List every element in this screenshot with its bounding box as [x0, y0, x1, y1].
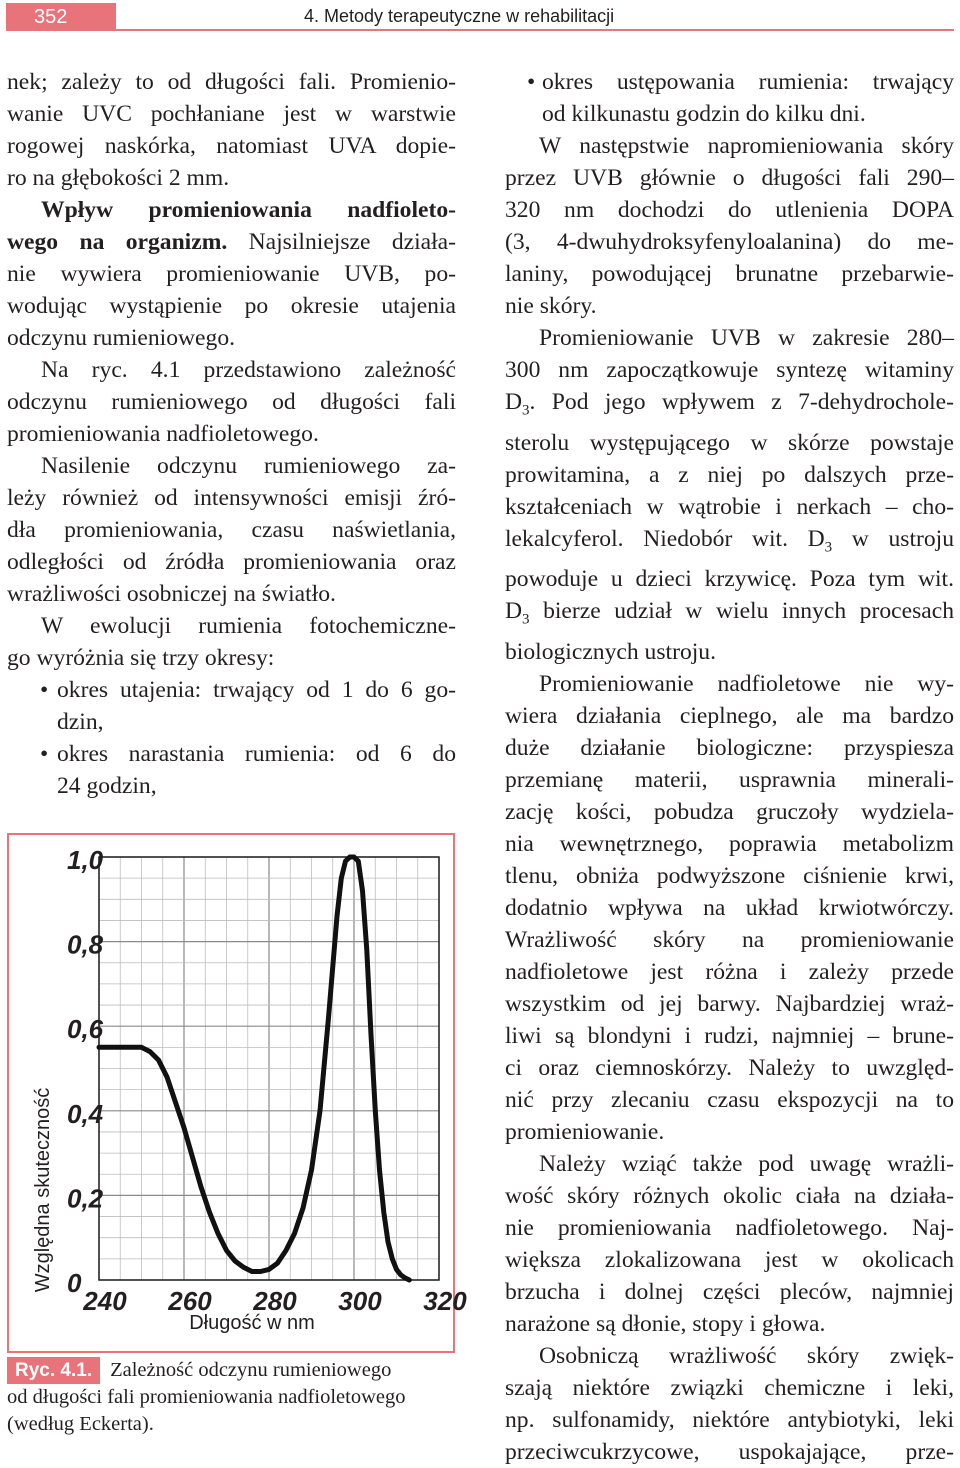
erythema-chart [9, 835, 467, 1351]
text-line: wość skóry różnych okolic ciała na działa- [505, 1183, 954, 1210]
caption-label: Ryc. 4.1. [7, 1357, 100, 1384]
text-line: przemianę materii, usprawnia minerali- [505, 767, 954, 794]
paragraph [505, 130, 954, 322]
text-line: go wyróżnia się trzy okresy: [7, 645, 275, 671]
text-line: Na ryc. 4.1 przedstawiono zależność [41, 357, 456, 383]
text-line: wanie UVC pochłaniane jest w warstwie [7, 101, 456, 127]
text-line: większa zlokalizowana jest w okolicach [505, 1247, 954, 1274]
x-tick-label: 320 [423, 1286, 467, 1316]
text-line: laniny, powodującej brunatne przebarwie- [505, 261, 954, 287]
text-line: odległości od źródła promieniowania oraz [7, 549, 456, 575]
text-line: okres utajenia: trwający od 1 do 6 go- [57, 677, 456, 703]
list-item [7, 674, 456, 738]
y-tick-label: 0,2 [67, 1183, 104, 1214]
text-line [505, 523, 954, 564]
page-number: 352 [6, 3, 116, 31]
y-tick-label: 0,8 [67, 929, 104, 960]
text-line: sterolu występującego w skórze powstaje [505, 429, 954, 456]
y-tick-label: 0,6 [67, 1014, 104, 1045]
text-line: nie promieniowania nadfioletowego. Naj- [505, 1215, 954, 1242]
list-item [7, 738, 456, 802]
text-line: tlenu, obniża podwyższone ciśnienie krwi, [505, 863, 954, 890]
x-tick-label: 240 [83, 1286, 127, 1316]
y-tick-label: 0 [67, 1268, 82, 1298]
subscript: 3 [522, 402, 530, 419]
paragraph [7, 194, 456, 354]
paragraph [7, 66, 456, 194]
text-line: dzin, [57, 709, 104, 735]
y-tick-label: 0,4 [67, 1098, 104, 1129]
text-line: przeciwcukrzycowe, uspokajające, prze- [505, 1439, 954, 1466]
text-line: nie wywiera promieniowanie UVB, po- [7, 261, 456, 287]
text-line: (3, 4-dwuhydroksyfenyloalanina) do me- [505, 229, 954, 255]
paragraph [7, 450, 456, 610]
text-line: liwi są blondyni i rudzi, najmniej – brune- [505, 1023, 954, 1050]
text-line: leży również od intensywności emisji źró- [7, 485, 456, 511]
text-run: D [505, 598, 523, 625]
text-line: dodatnio wpływa na układ krwiotwórczy. [505, 895, 954, 922]
chart-ticks [67, 845, 467, 1316]
x-tick-label: 280 [253, 1286, 297, 1316]
text-line: 300 nm zapoczątkowuje syntezę witaminy [505, 357, 954, 383]
text-line [505, 386, 954, 427]
paragraph [7, 354, 456, 450]
text-run: Najsilniejsze działa- [227, 229, 457, 255]
text-run: lekalcyferol. Niedobór wit. D [505, 525, 825, 552]
text-line: narażone są dłonie, stopy i głowa. [505, 1311, 826, 1338]
text-line: nić przy zlecaniu czasu ekspozycji na to [505, 1087, 954, 1114]
bold-text: wego na organizm. [7, 229, 228, 255]
text-line: odczynu rumieniowego od długości fali [7, 389, 456, 415]
text-line: Nasilenie odczynu rumieniowego za- [41, 453, 456, 479]
text-line: wiera działania cieplnego, ale ma bardzo [505, 703, 954, 730]
text-line: Wrażliwość skóry na promieniowanie [505, 927, 954, 954]
figure-caption [7, 1357, 457, 1438]
text-line: szają niektóre związki chemiczne i leki, [505, 1375, 954, 1402]
y-tick-label: 1,0 [67, 845, 104, 875]
text-line: okres ustępowania rumienia: trwający [542, 69, 954, 95]
text-line: wodując wystąpienie po okresie utajenia [7, 293, 456, 319]
text-line: rogowej naskórka, natomiast UVA dopie- [7, 133, 456, 159]
text-line: wszystkim od jej barwy. Najbardziej wraż- [505, 991, 954, 1018]
text-line: zację kości, pobudza gruczoły wydziela- [505, 799, 954, 826]
caption-line [7, 1357, 457, 1384]
text-line: wrażliwości osobniczej na światło. [7, 581, 336, 607]
paragraph [7, 610, 456, 674]
x-axis-label: Długość w nm [189, 1312, 315, 1334]
text-line: nadfioletowe jest różna i zależy przede [505, 959, 954, 986]
bullet-icon: • [527, 69, 536, 95]
text-line: W ewolucji rumienia fotochemiczne- [41, 613, 456, 639]
text-line: W następstwie napromieniowania skóry [539, 133, 954, 159]
text-line: ci oraz ciemnoskórzy. Należy to uwzględ- [505, 1055, 954, 1082]
x-tick-label: 300 [338, 1286, 382, 1316]
text-run: . Pod jego wpływem z 7-dehydrochole- [529, 389, 954, 415]
text-line: duże działanie biologiczne: przyspiesza [505, 735, 954, 762]
subscript: 3 [824, 539, 833, 556]
paragraph [505, 1148, 954, 1340]
figure-frame [7, 833, 467, 1353]
paragraph [505, 1340, 954, 1468]
text-line: od kilkunastu godzin do kilku dni. [542, 101, 866, 127]
y-axis-label: Względna skuteczność [32, 1087, 54, 1293]
text-line [505, 595, 954, 636]
text-run: bierze udział w wielu innych procesach [529, 598, 954, 625]
text-line: nek; zależy to od długości fali. Promienio- [7, 69, 456, 95]
subscript: 3 [522, 612, 530, 629]
right-column [505, 66, 954, 1468]
bold-text: Wpływ promieniowania nadfioleto- [41, 197, 456, 223]
text-line: brzucha i dolnej części pleców, najmniej [505, 1279, 954, 1306]
text-line: kształceniach w wątrobie i nerkach – cho- [505, 493, 954, 520]
section-heading [7, 194, 456, 226]
text-line: np. sulfonamidy, niektóre antybiotyki, leki [505, 1407, 954, 1434]
text-line: Promieniowanie nadfioletowe nie wy- [539, 671, 954, 698]
caption-text: Zależność odczynu rumieniowego [110, 1359, 392, 1381]
text-line: 320 nm dochodzi do utlenienia DOPA [505, 197, 954, 223]
text-line: promieniowania nadfioletowego. [7, 421, 319, 447]
bullet-icon: • [40, 741, 49, 767]
paragraph [505, 322, 954, 668]
text-line [7, 226, 456, 258]
caption-line: od długości fali promieniowania nadfioletowego [7, 1386, 406, 1408]
running-head: 4. Metody terapeutyczne w rehabilitacji [304, 6, 615, 26]
text-run: w ustroju [832, 525, 954, 552]
text-line: nia wewnętrznego, poprawia metabolizm [505, 831, 954, 858]
chart-grid [99, 857, 439, 1280]
bullet-icon: • [40, 677, 49, 703]
paragraph [505, 668, 954, 1148]
text-line: promieniowanie. [505, 1119, 665, 1146]
x-tick-label: 260 [168, 1286, 212, 1316]
text-line: okres narastania rumienia: od 6 do [57, 741, 456, 767]
text-run: D [505, 389, 523, 415]
left-column [7, 66, 456, 802]
text-line: biologicznych ustroju. [505, 639, 716, 666]
text-line: Należy wziąć także pod uwagę wrażli- [539, 1151, 954, 1178]
text-line: Promieniowanie UVB w zakresie 280– [539, 325, 954, 351]
text-line: dła promieniowania, czasu naświetlania, [7, 517, 456, 543]
text-line: prowitamina, a z niej po dalszych prze- [505, 461, 954, 488]
text-line: przez UVB głównie o długości fali 290– [505, 165, 954, 191]
list-item [490, 66, 954, 130]
text-line: ro na głębokości 2 mm. [7, 165, 230, 191]
text-line: odczynu rumieniowego. [7, 325, 236, 351]
text-line: nie skóry. [505, 293, 597, 319]
text-line: 24 godzin, [57, 773, 157, 799]
caption-line: (według Eckerta). [7, 1413, 154, 1435]
text-line: powoduje u dzieci krzywicę. Poza tym wit. [505, 566, 954, 593]
text-line: Osobniczą wrażliwość skóry zwięk- [539, 1343, 954, 1370]
